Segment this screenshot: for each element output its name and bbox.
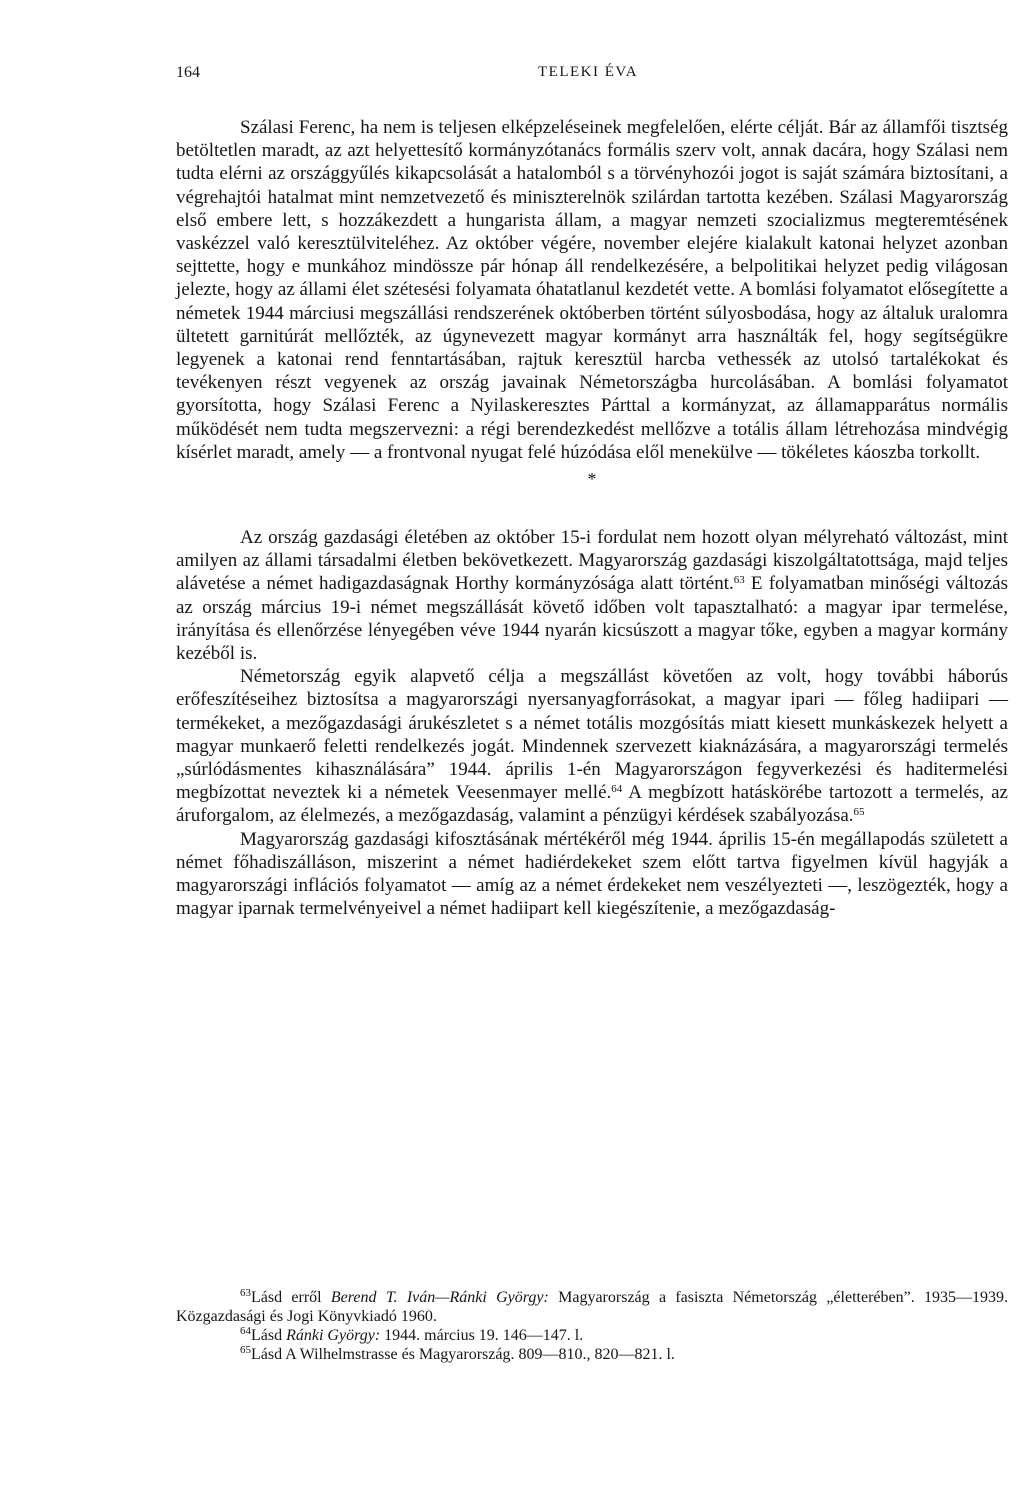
footnote-author: Ránki György: (286, 1327, 381, 1344)
paragraph: Magyarország gazdasági kifosztásának mértékéről még 1944. április 15-én megállapodás született a német főhadiszálláson, miszerint a német hadiérdekeket szem előtt tartva figyelmen kívül hagyják a magyarországi inflációs folyamatot — amíg az a német érdekeket nem veszélyezteti —, leszögezték, hogy a magyar iparnak termelvényeivel a német hadiipart kell kiegészítenie, a mezőgazdaság- (176, 828, 1008, 920)
paragraph-text: E folyamatban minőségi változás az ország március 19-i német megszállását követő időben volt tapasztalható: a magyar ipar termelése, irányítása és ellenőrzése lényegében véve 1944 nyarán kicsúszott a magyar tőke, egyben a magyar kormány kezéből is. (176, 573, 1009, 665)
paragraph-text: Németország egyik alapvető célja a megszállást követően az volt, hogy további háborús erőfeszítéseihez biztosítsa a magyarországi nyersanyagforrásokat, a magyar ipari — főleg hadiipari — termékeket, a mezőgazdasági árukészletet s a német totális mozgósítás miatt kiesett munkáskezek helyett a magyar munkaerő feletti rendelkezés jogát. Mindennek szervezett kiaknázására, a magyarországi termelés „súrlódásmentes kihasználására” 1944. április 1-én Magyarországon fegyverkezési és haditermelési megbízottat neveztek ki a németek Veesenmayer mellé. (176, 666, 1008, 804)
footnote-reference: 63 (733, 574, 745, 587)
paragraph (176, 665, 1008, 827)
footnote (176, 1326, 1008, 1345)
footnote-number: 65 (240, 1344, 251, 1356)
footnote (176, 1345, 1008, 1364)
footnote-text: Lásd (251, 1327, 287, 1344)
footnote-number: 64 (240, 1325, 251, 1337)
footnote-reference: 64 (611, 783, 623, 796)
footnote-text: Magyarország a fasiszta Németország „életterében”. 1935—1939. Közgazdasági és Jogi Könyvkiadó 1960. (176, 1289, 1009, 1325)
footnote-author: Berend T. Iván—Ránki György: (330, 1289, 549, 1306)
paragraph-text: Az ország gazdasági életében az október 15-i fordulat nem hozott olyan mélyreható változást, mint amilyen az állami társadalmi életben bekövetkezett. Magyarország gazdasági kiszolgáltatottsága, majd teljes alávetése a német hadigazdaságnak Horthy kormányzósága alatt történt. (176, 527, 1008, 595)
footnote (176, 1288, 1008, 1326)
body-text (176, 116, 1008, 921)
footnote-number: 63 (240, 1287, 251, 1299)
footnote-text: 1944. március 19. 146—147. l. (380, 1327, 584, 1344)
section-separator: * (587, 469, 597, 490)
paragraph (176, 526, 1008, 665)
footnote-text: Lásd erről (251, 1289, 331, 1306)
page-header (176, 64, 1008, 86)
paragraph: Szálasi Ferenc, ha nem is teljesen elképzeléseinek megfelelően, elérte célját. Bár az államfői tisztség betöltetlen maradt, az azt helyettesítő kormányzótanács formális szerv volt, annak dacára, hogy Szálasi nem tudta elérni az országgyűlés kikapcsolását a hatalomból s a törvényhozói jogot is saját számára biztosítani, a végrehajtói hatalmat mint nemzetvezető és miniszterelnök szilárdan tartotta kezében. Szálasi Magyarország első embere lett, s hozzákezdett a hungarista állam, a magyar nemzeti szocializmus megteremtésének vaskézzel való keresztülviteléhez. Az október végére, november elejére kialakult katonai helyzet azonban sejttette, hogy e munkához mindössze pár hónap áll rendelkezésére, a belpolitikai helyzet pedig világosan jelezte, hogy az állami élet szétesési folyamata óhatatlanul kezdetét vette. A bomlási folyamatot elősegítette a németek 1944 márciusi megszállási rendszerének októberben történt súlyosbodása, hogy az általuk uralomra ültetett garnitúrát mellőzték, az úgynevezett magyar kormányt arra használták fel, hogy segítségükre legyenek a katonai rend fenntartásában, rajtuk keresztül harcba vethessék az utolsó tartalékokat és tevékenyen részt vegyenek az ország javainak Németországba hurcolásában. A bomlási folyamatot gyorsította, hogy Szálasi Ferenc a Nyilaskeresztes Párttal a kormányzat, az államapparátus normális működését nem tudta megszervezni: a régi berendezkedést mellőzve a totális állam létrehozása mindvégig kísérlet maradt, amely — a frontvonal nyugat felé húzódása elől menekülve — tökéletes káoszba torkollt. (176, 117, 1008, 463)
page-number: 164 (176, 64, 200, 81)
footnote-text: Lásd A Wilhelmstrasse és Magyarország. 809—810., 820—821. l. (251, 1346, 675, 1363)
paragraph-text: A megbízott hatáskörébe tartozott a termelés, az áruforgalom, az élelmezés, a mezőgazdaság, valamint a pénzügyi kérdések szabályozása. (176, 782, 1008, 827)
footnotes (176, 1288, 1008, 1364)
footnote-reference: 65 (853, 806, 865, 819)
running-head: TELEKI ÉVA (538, 64, 639, 80)
